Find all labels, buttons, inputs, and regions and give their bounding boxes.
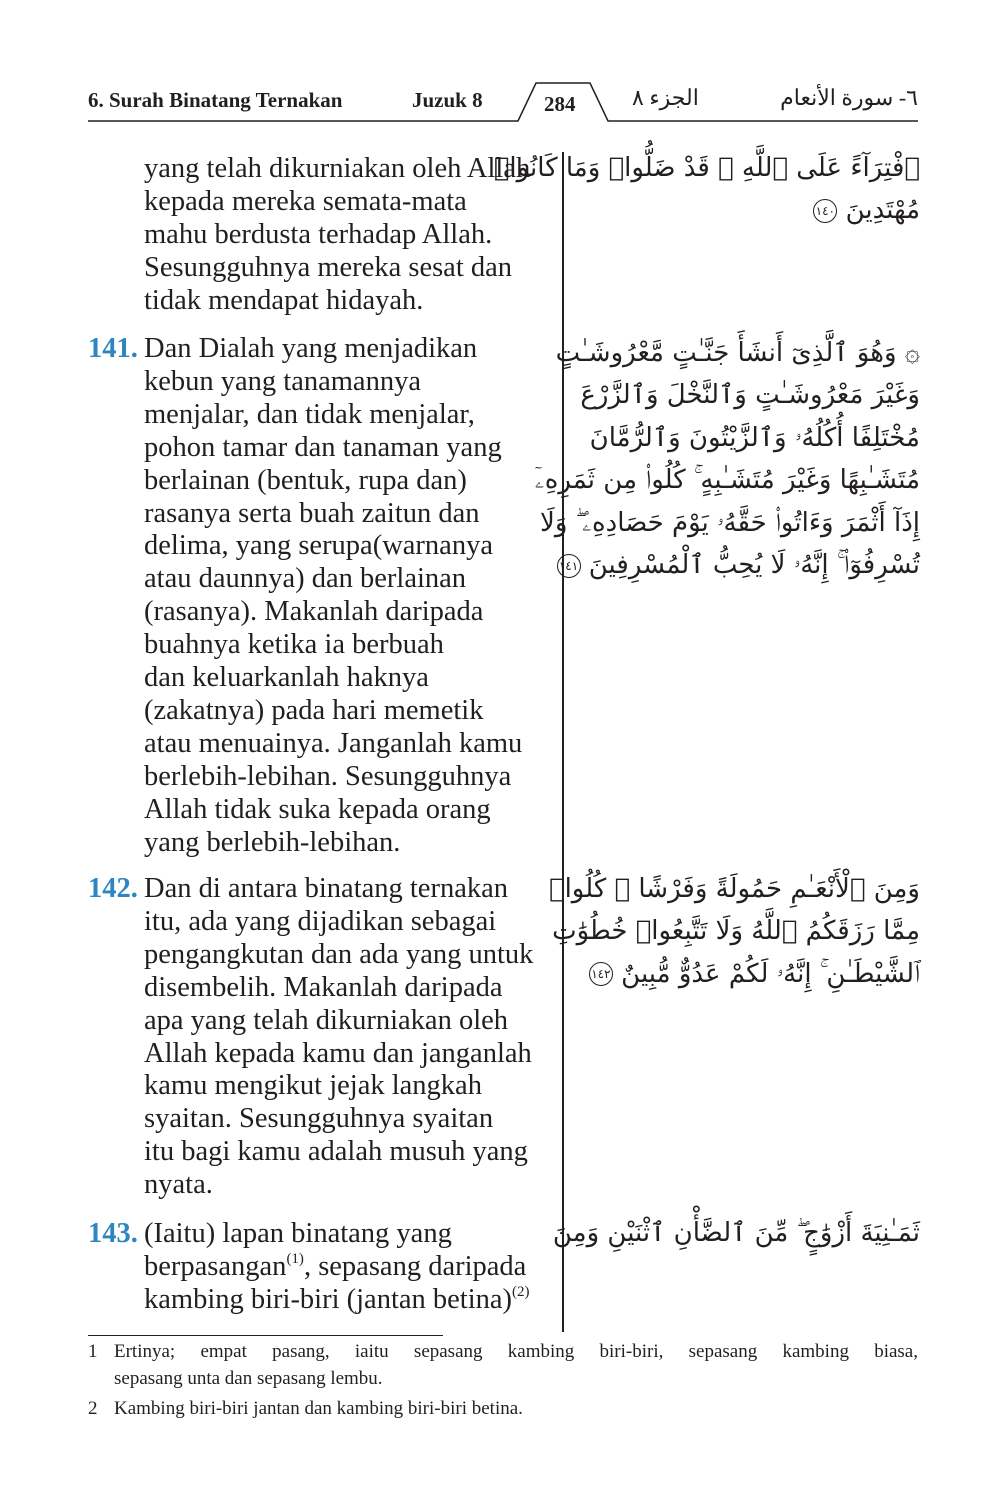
footnote-ref-1[interactable]: (1): [286, 1250, 304, 1267]
translation-line: mahu berdusta terhadap Allah.: [144, 218, 493, 250]
page-number: 284: [544, 92, 576, 116]
surah-title-arabic: ٦- سورة الأنعام: [780, 85, 918, 110]
arabic-line: ٱفْتِرَآءً عَلَى ٱللَّهِ ۚ قَدْ ضَلُّوا۟ وَمَا كَانُوا۟: [493, 153, 920, 183]
verse-142-arabic: [548, 868, 920, 995]
verse-141-translation: [88, 333, 556, 860]
footnote-ref-2[interactable]: (2): [512, 1283, 530, 1300]
ayah-end-marker: ١٤٠: [813, 199, 837, 223]
footnote-line: sepasang unta dan sepasang lembu.: [114, 1368, 383, 1389]
arabic-line: [558, 544, 920, 586]
translation-text: , sepasang daripada: [303, 1250, 527, 1282]
verse-number: 143.: [88, 1218, 138, 1249]
translation-line: disembelih. Makanlah daripada: [144, 971, 503, 1003]
arabic-line: وَمِنَ ٱلْأَنْعَـٰمِ حَمُولَةً وَفَرْشًا ۚ كُلُوا۟: [548, 874, 920, 904]
arabic-text: مُهْتَدِينَ: [845, 195, 920, 226]
arabic-text: تُسْرِفُوٓا۟ ۚ إِنَّهُۥ لَا يُحِبُّ ٱلْمُسْرِفِينَ: [588, 550, 920, 581]
translation-line: menjalar, dan tidak menjalar,: [144, 398, 475, 430]
ayah-end-marker: ١٤٢: [589, 962, 613, 986]
footnote-1: [88, 1338, 918, 1392]
translation-line: Sesungguhnya mereka sesat dan: [144, 251, 513, 283]
translation-line: [88, 1251, 556, 1284]
translation-line: [88, 1284, 556, 1317]
juz-label-latin: Juzuk 8: [412, 88, 483, 112]
arabic-line: [586, 189, 920, 231]
footnote-number: 1: [88, 1341, 98, 1362]
verse-142-translation: [88, 873, 556, 1202]
surah-title-latin: 6. Surah Binatang Ternakan: [88, 88, 343, 112]
page-header: [88, 80, 918, 125]
translation-line: kamu mengikut jejak langkah: [144, 1070, 482, 1102]
footnote-line: Kambing biri-biri jantan dan kambing biri-biri betina.: [114, 1398, 523, 1419]
translation-line: rasanya serta buah zaitun dan: [144, 497, 480, 529]
verse-number: 141.: [88, 333, 138, 364]
verse-143-translation: [88, 1218, 556, 1317]
translation-line: atau daunnya) dan berlainan: [144, 563, 467, 595]
translation-line: apa yang telah dikurniakan oleh: [144, 1004, 509, 1036]
arabic-line: ثَمَـٰنِيَةَ أَزْوَٰجٍ ۖ مِّنَ ٱلضَّأْنِ ٱثْنَيْنِ وَمِنَ: [552, 1218, 920, 1248]
translation-line: tidak mendapat hidayah.: [144, 284, 424, 316]
translation-line: syaitan. Sesungguhnya syaitan: [144, 1103, 494, 1135]
translation-line: Allah kepada kamu dan janganlah: [144, 1037, 532, 1069]
translation-line: Dan Dialah yang menjadikan: [144, 333, 478, 364]
verse-number: 142.: [88, 873, 138, 904]
translation-text: berpasangan: [144, 1250, 287, 1282]
translation-line: itu, ada yang dijadikan sebagai: [144, 905, 497, 937]
verse-140-continuation-translation: [88, 153, 556, 318]
translation-line: yang telah dikurniakan oleh Allah: [144, 153, 531, 184]
footnote-2: [88, 1395, 918, 1422]
arabic-line: مُخْتَلِفًا أُكُلُهُۥ وَٱلزَّيْتُونَ وَٱلرُّمَّانَ: [589, 422, 920, 453]
footnote-line: Ertinya; empat pasang, iaitu sepasang kambing biri-biri, sepasang kambing biasa,: [114, 1341, 918, 1362]
arabic-line: [586, 953, 920, 995]
translation-line: pohon tamar dan tanaman yang: [144, 431, 502, 463]
translation-line: pengangkutan dan ada yang untuk: [144, 938, 534, 970]
arabic-line: مُتَشَـٰبِهًا وَغَيْرَ مُتَشَـٰبِهٍ ۚ كُلُوا۟ مِن ثَمَرِهِۦٓ: [534, 465, 920, 496]
translation-line: (Iaitu) lapan binatang yang: [144, 1218, 452, 1249]
footnote-number: 2: [88, 1398, 98, 1419]
translation-line: atau menuainya. Janganlah kamu: [144, 727, 523, 759]
verse-141-arabic: [534, 332, 920, 586]
translation-line: Dan di antara binatang ternakan: [144, 873, 509, 904]
translation-line: kepada mereka semata-mata: [144, 185, 467, 217]
verse-143-arabic: [552, 1212, 920, 1254]
translation-line: dan keluarkanlah haknya: [144, 662, 429, 694]
translation-line: kebun yang tanamannya: [144, 365, 421, 397]
arabic-line: ۞ وَهُوَ ٱلَّذِىٓ أَنشَأَ جَنَّـٰتٍ مَّعْرُوشَـٰتٍ: [555, 338, 920, 368]
column-divider: [562, 152, 564, 1332]
translation-line: yang berlebih-lebihan.: [144, 826, 401, 858]
arabic-text: ٱلشَّيْطَـٰنِ ۚ إِنَّهُۥ لَكُمْ عَدُوٌّ مُّبِينٌ: [621, 958, 920, 989]
juz-label-arabic: الجزء ٨: [632, 85, 699, 110]
translation-text: kambing biri-biri (jantan betina): [144, 1283, 513, 1315]
arabic-line: إِذَآ أَثْمَرَ وَءَاتُوا۟ حَقَّهُۥ يَوْمَ حَصَادِهِۦ ۖ وَلَا: [539, 507, 920, 538]
arabic-line: مِمَّا رَزَقَكُمُ ٱللَّهُ وَلَا تَتَّبِعُوا۟ خُطُوَٰتِ: [552, 916, 920, 947]
translation-line: berlainan (bentuk, rupa dan): [144, 464, 467, 496]
translation-line: berlebih-lebihan. Sesungguhnya: [144, 760, 512, 792]
translation-line: itu bagi kamu adalah musuh yang: [144, 1136, 528, 1168]
translation-line: (rasanya). Makanlah daripada: [144, 596, 484, 628]
ayah-end-marker: ١٤١: [557, 554, 581, 578]
verse-140-continuation-arabic: [493, 147, 920, 232]
translation-line: buahnya ketika ia berbuah: [144, 629, 444, 661]
translation-line: nyata.: [144, 1169, 213, 1201]
translation-line: Allah tidak suka kepada orang: [144, 793, 491, 825]
arabic-line: وَغَيْرَ مَعْرُوشَـٰتٍ وَٱلنَّخْلَ وَٱلزَّرْعَ: [580, 380, 920, 411]
translation-line: (zakatnya) pada hari memetik: [144, 694, 484, 726]
translation-line: delima, yang serupa(warnanya: [144, 530, 493, 562]
footnote-divider: [88, 1335, 443, 1336]
